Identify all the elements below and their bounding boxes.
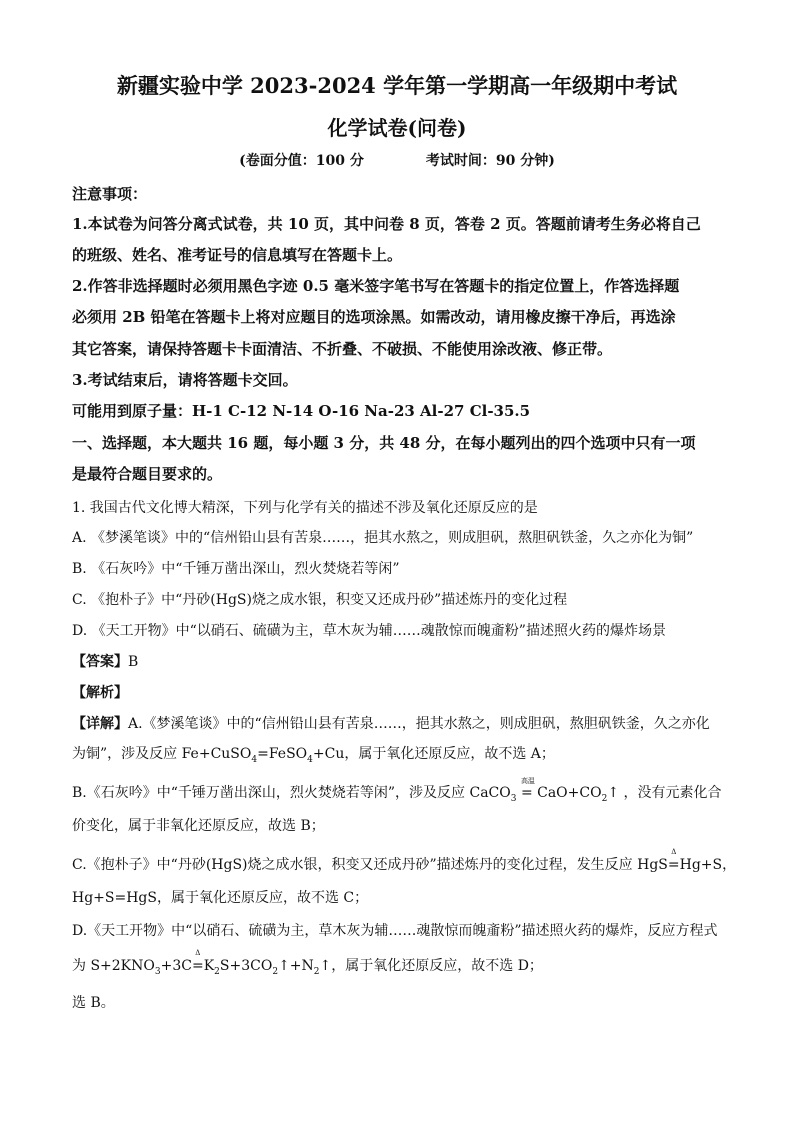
subscript: 3	[154, 966, 161, 977]
detail-c-line-2: Hg+S=HgS，属于氧化还原反应，故不选 C；	[72, 890, 369, 906]
conclusion: 选 B。	[72, 995, 115, 1011]
notice-line-4: 必须用 2B 铅笔在答题卡上将对应题目的选项涂黑。如需改动，请用橡皮擦干净后，再选涂	[72, 308, 676, 326]
reaction-condition: Δ	[671, 848, 677, 856]
reaction-arrow-high-temp	[520, 777, 535, 801]
reaction-arrow-heat	[667, 848, 680, 873]
subscript: 2	[214, 966, 220, 977]
detail-d-text-2d: S+3CO	[219, 958, 273, 974]
score-info: (卷面分值：100 分	[239, 153, 364, 169]
detail-b-line-2: 价变化，属于非氧化还原反应，故选 B；	[72, 818, 325, 834]
notice-line-3: 2.作答非选择题时必须用黑色字迹 0.5 毫米签字笔书写在答题卡的指定位置上，作答选择题	[72, 277, 680, 295]
time-info: 考试时间：90 分钟)	[425, 153, 555, 169]
detail-a-line-2	[72, 743, 555, 765]
reaction-condition: 高温	[520, 777, 535, 785]
atomic-masses: 可能用到原子量：H-1 C-12 N-14 O-16 Na-23 Al-27 Cl-35.5	[72, 402, 531, 420]
question-1-stem: 1. 我国古代文化博大精深，下列与化学有关的描述不涉及氧化还原反应的是	[72, 500, 538, 516]
detail-b-text-1b: CaO+CO	[532, 785, 602, 801]
equals-sign: =	[520, 785, 533, 801]
detail-d-text-2f: ↑，属于氧化还原反应，故不选 D；	[319, 958, 543, 974]
notice-line-5: 其它答案，请保持答题卡卡面清洁、不折叠、不破损、不能使用涂改液、修正带。	[72, 340, 613, 358]
detail-d-line-2	[72, 949, 543, 977]
reaction-condition: Δ	[195, 949, 201, 957]
reaction-arrow-heat	[191, 949, 204, 974]
detail-d-line-1: D.《天工开物》中“以硝石、硫磺为主，草木灰为辅……魂散惊而魄齑粉”描述照火药的爆炸，反应方程式	[72, 923, 718, 939]
detail-c-text-1b: Hg+S，	[679, 857, 737, 873]
detail-b-text-1a: B.《石灰吟》中“千锤万凿出深山，烈火焚烧若等闲”，涉及反应 CaCO	[72, 785, 511, 801]
question-1-option-d: D. 《天工开物》中“以硝石、硫磺为主，草木灰为辅……魂散惊而魄齑粉”描述照火药的爆炸场景	[72, 623, 666, 639]
equals-sign: =	[191, 958, 204, 974]
detail-a-text-2a: 为铜”，涉及反应 Fe+CuSO	[72, 746, 252, 762]
detail-b-text-1c: ↑ ，没有元素化合	[607, 785, 722, 801]
detail-d-text-2e: ↑+N	[278, 958, 314, 974]
detail-d-text-2a: 为 S+2KNO	[72, 958, 155, 974]
detail-d-text-2b: +3C	[160, 958, 192, 974]
answer-value: B	[128, 654, 139, 670]
detail-c-text-1a: C.《抱朴子》中“丹砂(HgS)烧之成水银，积变又还成丹砂”描述炼丹的变化过程，发生反应 HgS	[72, 857, 668, 873]
subscript: 3	[510, 793, 517, 804]
subscript: 2	[313, 966, 320, 977]
subscript: 4	[251, 754, 258, 765]
detail-d-text-2c: K	[203, 958, 215, 974]
detail-c-line-1	[72, 848, 737, 874]
notice-line-2: 的班级、姓名、准考证号的信息填写在答题卡上。	[72, 246, 403, 264]
analysis-label: 【解析】	[72, 685, 128, 701]
notice-heading: 注意事项：	[72, 185, 148, 203]
question-1-option-b: B. 《石灰吟》中“千锤万凿出深山，烈火焚烧若等闲”	[72, 561, 400, 577]
detail-a-text-1: A.《梦溪笔谈》中的“信州铅山县有苦泉……，挹其水熬之，则成胆矾，熬胆矾铁釜，久之亦化	[128, 716, 710, 732]
section-heading-line-2: 是最符合题目要求的。	[72, 465, 223, 483]
subscript: 4	[307, 754, 313, 765]
detail-b-line-1	[72, 777, 722, 804]
detail-a-line-1	[72, 713, 710, 733]
detail-a-text-2c: +Cu，属于氧化还原反应，故不选 A；	[312, 746, 555, 762]
detail-a-text-2b: =FeSO	[257, 746, 308, 762]
answer-line	[72, 651, 138, 671]
subscript: 2	[272, 966, 279, 977]
notice-line-6: 3.考试结束后，请将答题卡交回。	[72, 371, 298, 389]
notice-line-1: 1.本试卷为问答分离式试卷，共 10 页，其中问卷 8 页，答卷 2 页。答题前请考生务必将自己	[72, 215, 701, 233]
exam-meta	[0, 150, 794, 170]
answer-label: 【答案】	[72, 654, 128, 670]
subscript: 2	[601, 793, 608, 804]
exam-subtitle: 化学试卷(问卷)	[327, 116, 467, 140]
section-heading-line-1: 一、选择题，本大题共 16 题，每小题 3 分，共 48 分，在每小题列出的四个选项中只有一项	[72, 434, 696, 452]
question-1-option-a: A. 《梦溪笔谈》中的“信州铅山县有苦泉……，挹其水熬之，则成胆矾，熬胆矾铁釜，久之亦化为铜”	[72, 530, 694, 546]
exam-title: 新疆实验中学 2023-2024 学年第一学期高一年级期中考试	[116, 73, 678, 98]
detail-label: 【详解】	[72, 716, 128, 732]
question-1-option-c: C. 《抱朴子》中“丹砂(HgS)烧之成水银，积变又还成丹砂”描述炼丹的变化过程	[72, 592, 568, 608]
equals-sign: =	[667, 857, 680, 873]
